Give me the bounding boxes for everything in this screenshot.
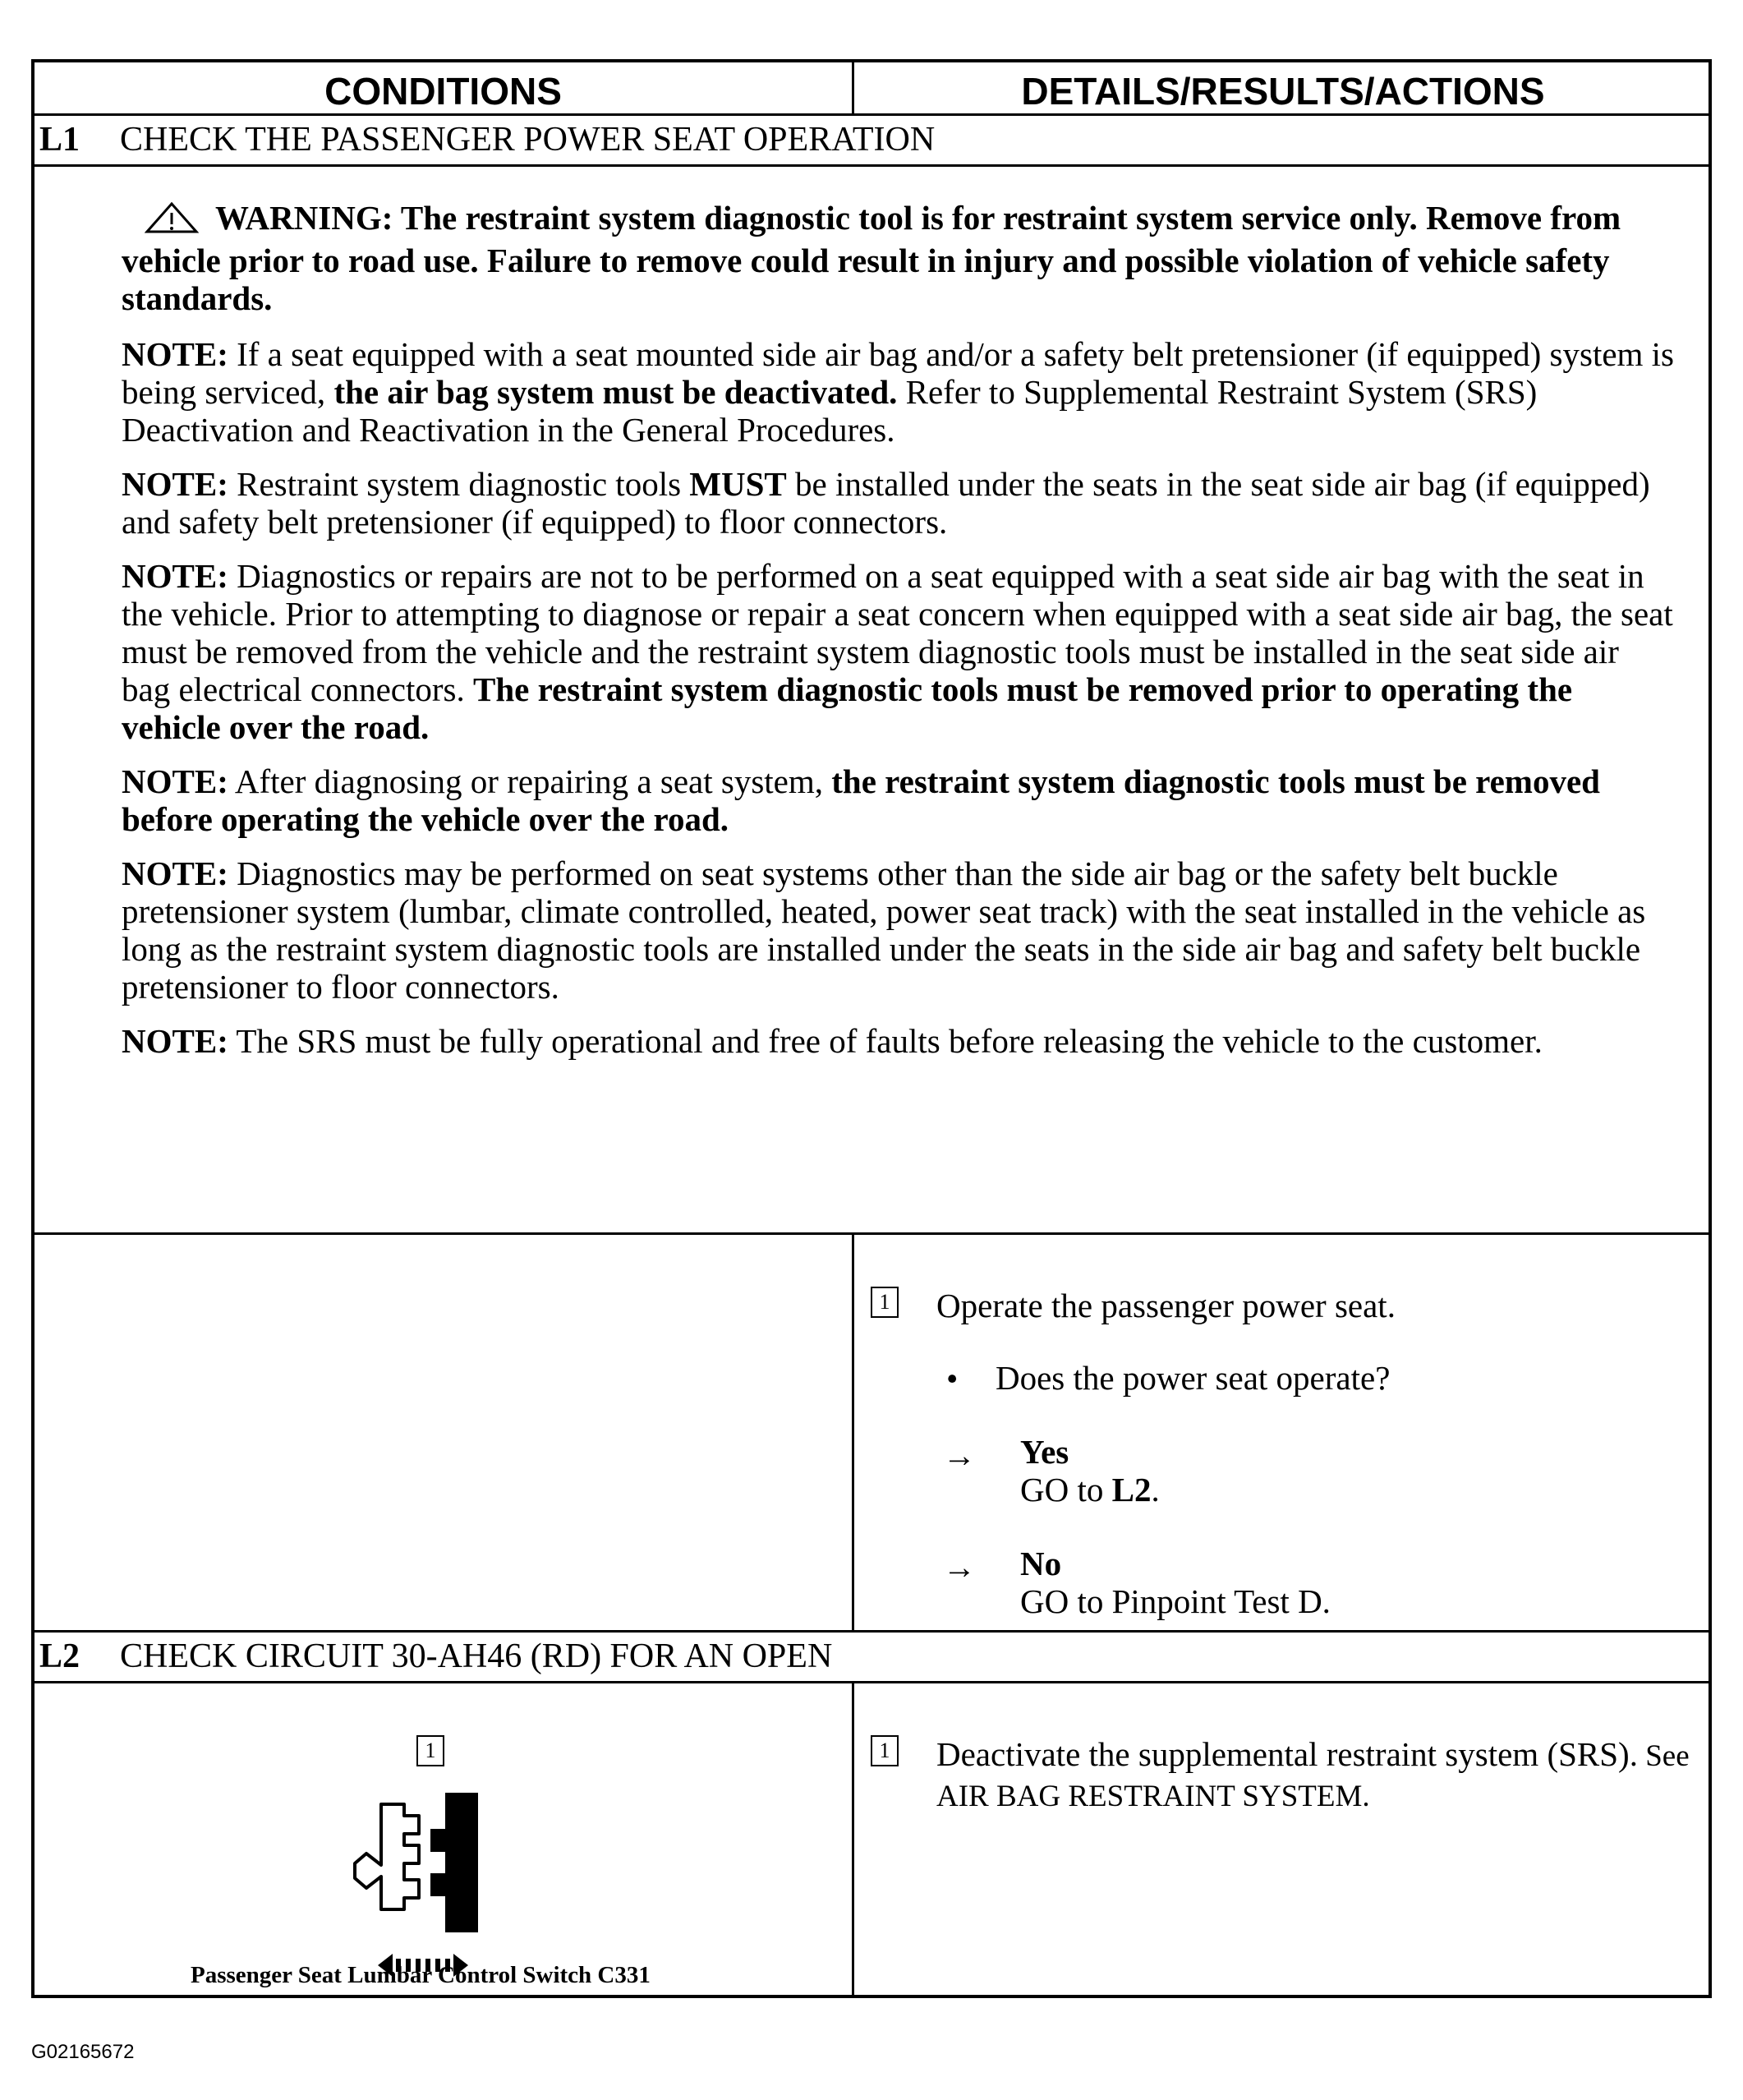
action-step-box: 1 <box>871 1287 899 1318</box>
yes-result: Yes GO to L2. <box>1020 1433 1160 1508</box>
details-header: DETAILS/RESULTS/ACTIONS <box>1021 70 1545 113</box>
note-2: NOTE: Restraint system diagnostic tools MUST be installed under the seats in the seat side air bag (if equipped) and safety belt pretensioner (if equipped) to floor connectors. <box>122 465 1650 541</box>
note-3: NOTE: Diagnostics or repairs are not to be performed on a seat equipped with a seat side air bag with the seat in the vehicle. Prior to attempting to diagnose or repair a seat concern when equipped with a seat side air bag, the seat must be removed from the vehicle and the restraint system diagnostic tools must be installed in the seat side air bag electrical connectors. The restraint system diagnostic tools must be removed prior to operating the vehicle over the road. <box>122 557 1673 746</box>
diagnostic-table <box>31 59 1712 1998</box>
note-5: NOTE: Diagnostics may be performed on seat systems other than the side air bag or the safety belt buckle pretensioner system (lumbar, climate controlled, heated, power seat track) with the seat installed in the vehicle as long as the restraint system diagnostic tools are installed under the seats in the side air bag and safety belt buckle pretensioner to floor connectors. <box>122 854 1646 1006</box>
step-l2-row <box>34 1632 1709 1681</box>
connector-diagram-icon <box>348 1788 496 1977</box>
question-text: Does the power seat operate? <box>996 1359 1391 1397</box>
rule <box>34 1232 1709 1235</box>
figure-caption: Passenger Seat Lumbar Control Switch C331 <box>191 1962 651 1988</box>
note-6: NOTE: The SRS must be fully operational and free of faults before releasing the vehicle to the customer. <box>122 1022 1543 1060</box>
figure-step-box: 1 <box>416 1735 444 1766</box>
rule <box>34 164 1709 167</box>
note-1: NOTE: If a seat equipped with a seat mounted side air bag and/or a safety belt pretensioner (if equipped) system is being serviced, the air bag system must be deactivated. Refer to Supplemental Restraint System (SRS) Deactivation and Reactivation in the General Procedures. <box>122 335 1675 449</box>
step-number: L2 <box>39 1637 80 1675</box>
action-step-box: 1 <box>871 1735 899 1766</box>
warning-text <box>122 199 1676 317</box>
step-title: CHECK CIRCUIT 30-AH46 (RD) FOR AN OPEN <box>120 1637 833 1675</box>
arrow-right-icon: → <box>943 1549 976 1586</box>
column-divider-l1 <box>852 1234 854 1632</box>
warning-triangle-icon <box>145 201 199 242</box>
conditions-header: CONDITIONS <box>324 70 562 113</box>
action-text: Operate the passenger power seat. <box>936 1287 1396 1324</box>
step-l1-row <box>34 115 1709 164</box>
figure-id: G02165672 <box>31 2041 135 2063</box>
arrow-right-icon: → <box>943 1437 976 1474</box>
warning-body: WARNING: The restraint system diagnostic tool is for restraint system service only. Remove from vehicle prior to road use. Failure to remove could result in injury and possible violation of vehicle safety standards. <box>122 199 1621 317</box>
no-result: No GO to Pinpoint Test D. <box>1020 1545 1331 1620</box>
column-divider-l2 <box>852 1683 854 1998</box>
step-number: L1 <box>39 121 80 159</box>
action-text: Deactivate the supplemental restraint system (SRS). See AIR BAG RESTRAINT SYSTEM. <box>936 1735 1690 1813</box>
note-4: NOTE: After diagnosing or repairing a seat system, the restraint system diagnostic tools must be removed before operating the vehicle over the road. <box>122 762 1600 838</box>
step-title: CHECK THE PASSENGER POWER SEAT OPERATION <box>120 121 936 159</box>
notes-block <box>122 199 1676 1076</box>
rule <box>34 1681 1709 1683</box>
bullet: • <box>946 1360 959 1398</box>
